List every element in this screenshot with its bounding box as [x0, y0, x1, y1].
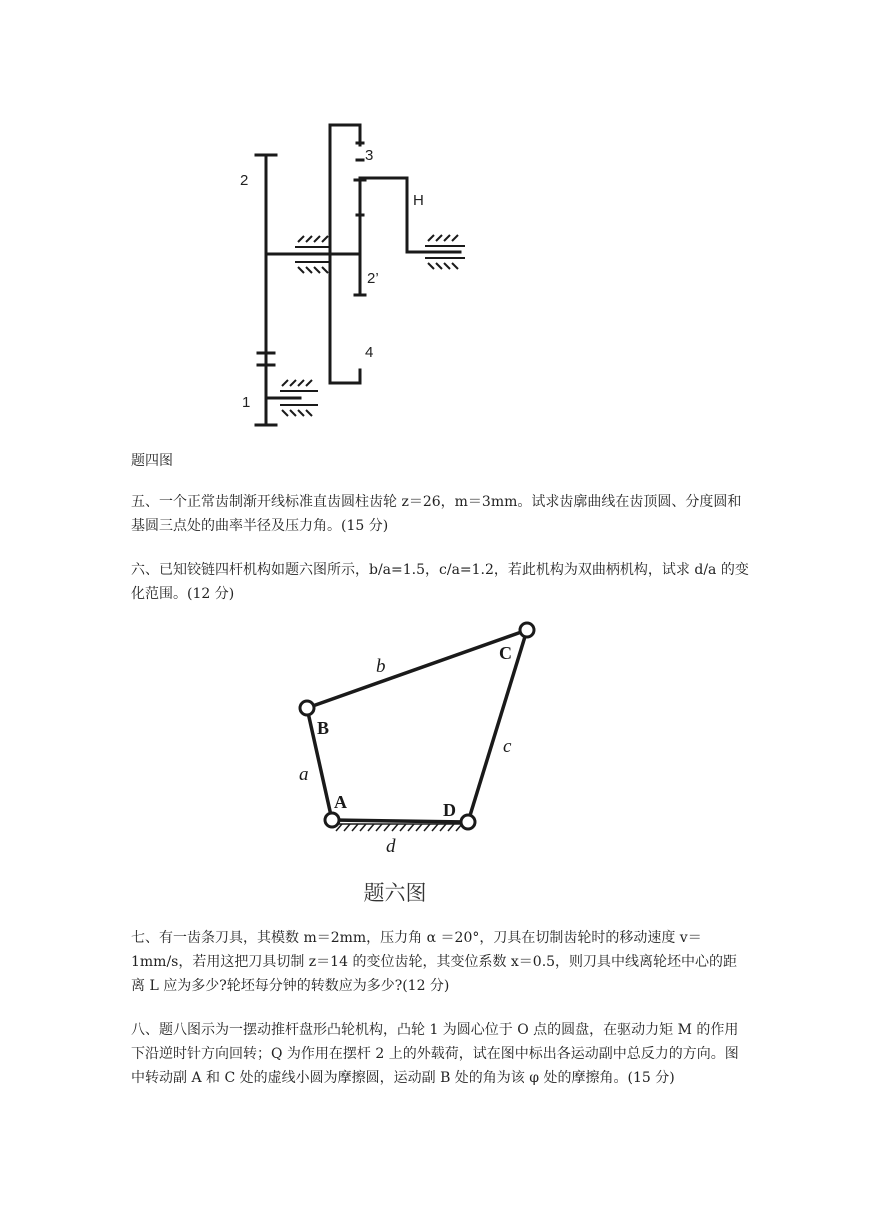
link-c-label: c: [503, 736, 512, 757]
question-5: 五、一个正常齿制渐开线标准直齿圆柱齿轮 z＝26，m＝3mm。试求齿廓曲线在齿顶圆、分度圆和基圆三点处的曲率半径及压力角。(15 分): [131, 494, 742, 534]
joint-a: [325, 813, 339, 827]
joint-a-label: A: [334, 792, 347, 812]
link-b-label: b: [376, 656, 386, 677]
gear-train-diagram: [220, 115, 490, 440]
figure4-caption: 题四图: [131, 453, 173, 469]
link-d: [332, 820, 468, 822]
label-gear-1: 1: [242, 394, 251, 411]
joint-d-label: D: [443, 800, 456, 820]
joint-d: [461, 815, 475, 829]
label-gear-3: 3: [365, 147, 374, 164]
joint-b-label: B: [317, 718, 330, 738]
link-a-label: a: [299, 764, 309, 785]
label-gear-2: 2: [240, 172, 249, 189]
figure6-caption: 题六图: [363, 881, 427, 905]
joint-b: [300, 701, 314, 715]
link-c: [468, 630, 527, 822]
question-7: 七、有一齿条刀具，其模数 m＝2mm，压力角 α ＝20°，刀具在切制齿轮时的移动速度 v＝1mm/s，若用这把刀具切制 z＝14 的变位齿轮，其变位系数 x＝0.5，则刀具中线离轮坯中心的距离 L 应为多少?轮坯每分钟的转数应为多少?(12 分): [131, 930, 738, 994]
link-b: [307, 630, 527, 708]
label-h: H: [413, 192, 424, 209]
question-8: 八、题八图示为一摆动推杆盘形凸轮机构，凸轮 1 为圆心位于 O 点的圆盘，在驱动力矩 M 的作用下沿逆时针方向回转；Q 为作用在摆杆 2 上的外载荷，试在图中标出各运动副中总反力的方向。图中转动副 A 和 C 处的虚线小圆为摩擦圆，运动副 B 处的角为该 φ 处的摩擦角。(15 分): [131, 1022, 739, 1086]
label-gear-2p: 2’: [367, 270, 379, 287]
joint-c: [520, 623, 534, 637]
question-6: 六、已知铰链四杆机构如题六图所示，b/a=1.5，c/a=1.2，若此机构为双曲柄机构，试求 d/a 的变化范围。(12 分): [131, 562, 749, 602]
joint-c-label: C: [499, 643, 512, 663]
four-bar-linkage-diagram: [290, 612, 550, 912]
link-d-label: d: [386, 836, 396, 857]
label-gear-4: 4: [365, 344, 374, 361]
